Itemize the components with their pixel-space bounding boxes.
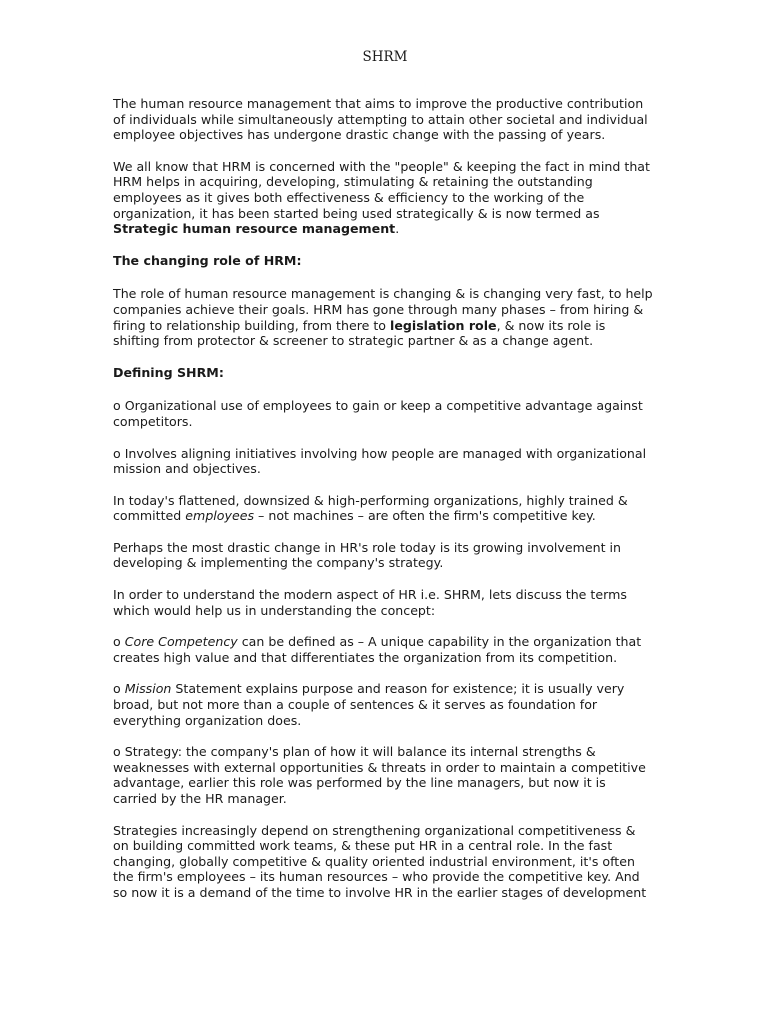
drastic-change-paragraph — [113, 540, 653, 571]
employees-italic: employees — [185, 508, 255, 524]
changing-role-text: The role of human resource management is changing & is changing very fast, to help companies achieve their goals. HRM has gone through many phases – from hiring & firing to relationship building, from there to — [113, 286, 653, 333]
bullet-organizational-use — [113, 398, 653, 429]
changing-role-text-end: , & now its role is shifting from protector & screener to strategic partner & as a change agent. — [113, 317, 606, 349]
document-title: SHRM — [362, 49, 408, 65]
bullet-organizational-use-text: o Organizational use of employees to gain or keep a competitive advantage against competitors. — [113, 398, 643, 429]
modern-aspect-paragraph — [113, 587, 653, 618]
flattened-text: In today's flattened, downsized & high-performing organizations, highly trained & committed — [113, 492, 628, 524]
modern-aspect-text: In order to understand the modern aspect of HR i.e. SHRM, lets discuss the terms which would help us in understanding the concept: — [113, 587, 627, 618]
hrm-paragraph — [113, 159, 653, 237]
legislation-role-bold: legislation role — [390, 317, 497, 333]
document-page — [113, 48, 653, 917]
mission-text: Statement explains purpose and reason for existence; it is usually very broad, but not more than a couple of sentences & it serves as foundation for everything organization does. — [113, 681, 625, 728]
flattened-text-end: – not machines – are often the firm's competitive key. — [254, 508, 596, 524]
bullet-aligning-initiatives — [113, 446, 653, 477]
strategy-text: o Strategy: the company's plan of how it will balance its internal strengths & weaknesses with external opportunities & threats in order to maintain a competitive advantage, earlier this role was performed by the line managers, but now it is carried by the HR manager. — [113, 744, 646, 806]
heading-defining-shrm: Defining SHRM: — [113, 364, 224, 380]
intro-paragraph — [113, 96, 653, 143]
changing-role-paragraph — [113, 286, 653, 348]
bullet-strategy — [113, 744, 653, 806]
core-competency-italic: Core Competency — [124, 634, 238, 650]
intro-text: The human resource management that aims to improve the productive contribution of individuals while simultaneously attempting to attain other societal and individual employee objectives has undergone drastic change with the passing of years. — [113, 96, 648, 143]
shrm-term-bold: Strategic human resource management — [113, 221, 396, 237]
hrm-text-end: . — [395, 221, 400, 237]
flattened-organizations-paragraph — [113, 493, 653, 524]
strategies-text: Strategies increasingly depend on strengthening organizational competitiveness & on building committed work teams, & these put HR in a central role. In the fast changing, globally competitive & quality oriented industrial environment, it's often the firm's employees – its human resources – who provide the competitive key. And so now it is a demand of the time to involve HR in the earlier stages of development — [113, 822, 647, 900]
bullet-marker: o — [113, 634, 125, 650]
heading-changing-role: The changing role of HRM: — [113, 252, 302, 268]
bullet-aligning-initiatives-text: o Involves aligning initiatives involving how people are managed with organizational mission and objectives. — [113, 445, 647, 477]
bullet-core-competency — [113, 634, 653, 665]
hrm-text: We all know that HRM is concerned with the "people" & keeping the fact in mind that HRM helps in acquiring, developing, stimulating & retaining the outstanding employees as it gives both effectiveness & efficiency to the working of the organization, it has been started being used strategically & is now termed as — [113, 158, 650, 221]
strategies-paragraph — [113, 823, 653, 901]
core-competency-text: can be defined as – A unique capability in the organization that creates high value and that differentiates the organization from its competition. — [113, 634, 642, 665]
bullet-marker: o — [113, 681, 125, 697]
drastic-change-text: Perhaps the most drastic change in HR's role today is its growing involvement in developing & implementing the company's strategy. — [113, 539, 622, 571]
mission-italic: Mission — [124, 681, 172, 697]
bullet-mission — [113, 681, 653, 728]
